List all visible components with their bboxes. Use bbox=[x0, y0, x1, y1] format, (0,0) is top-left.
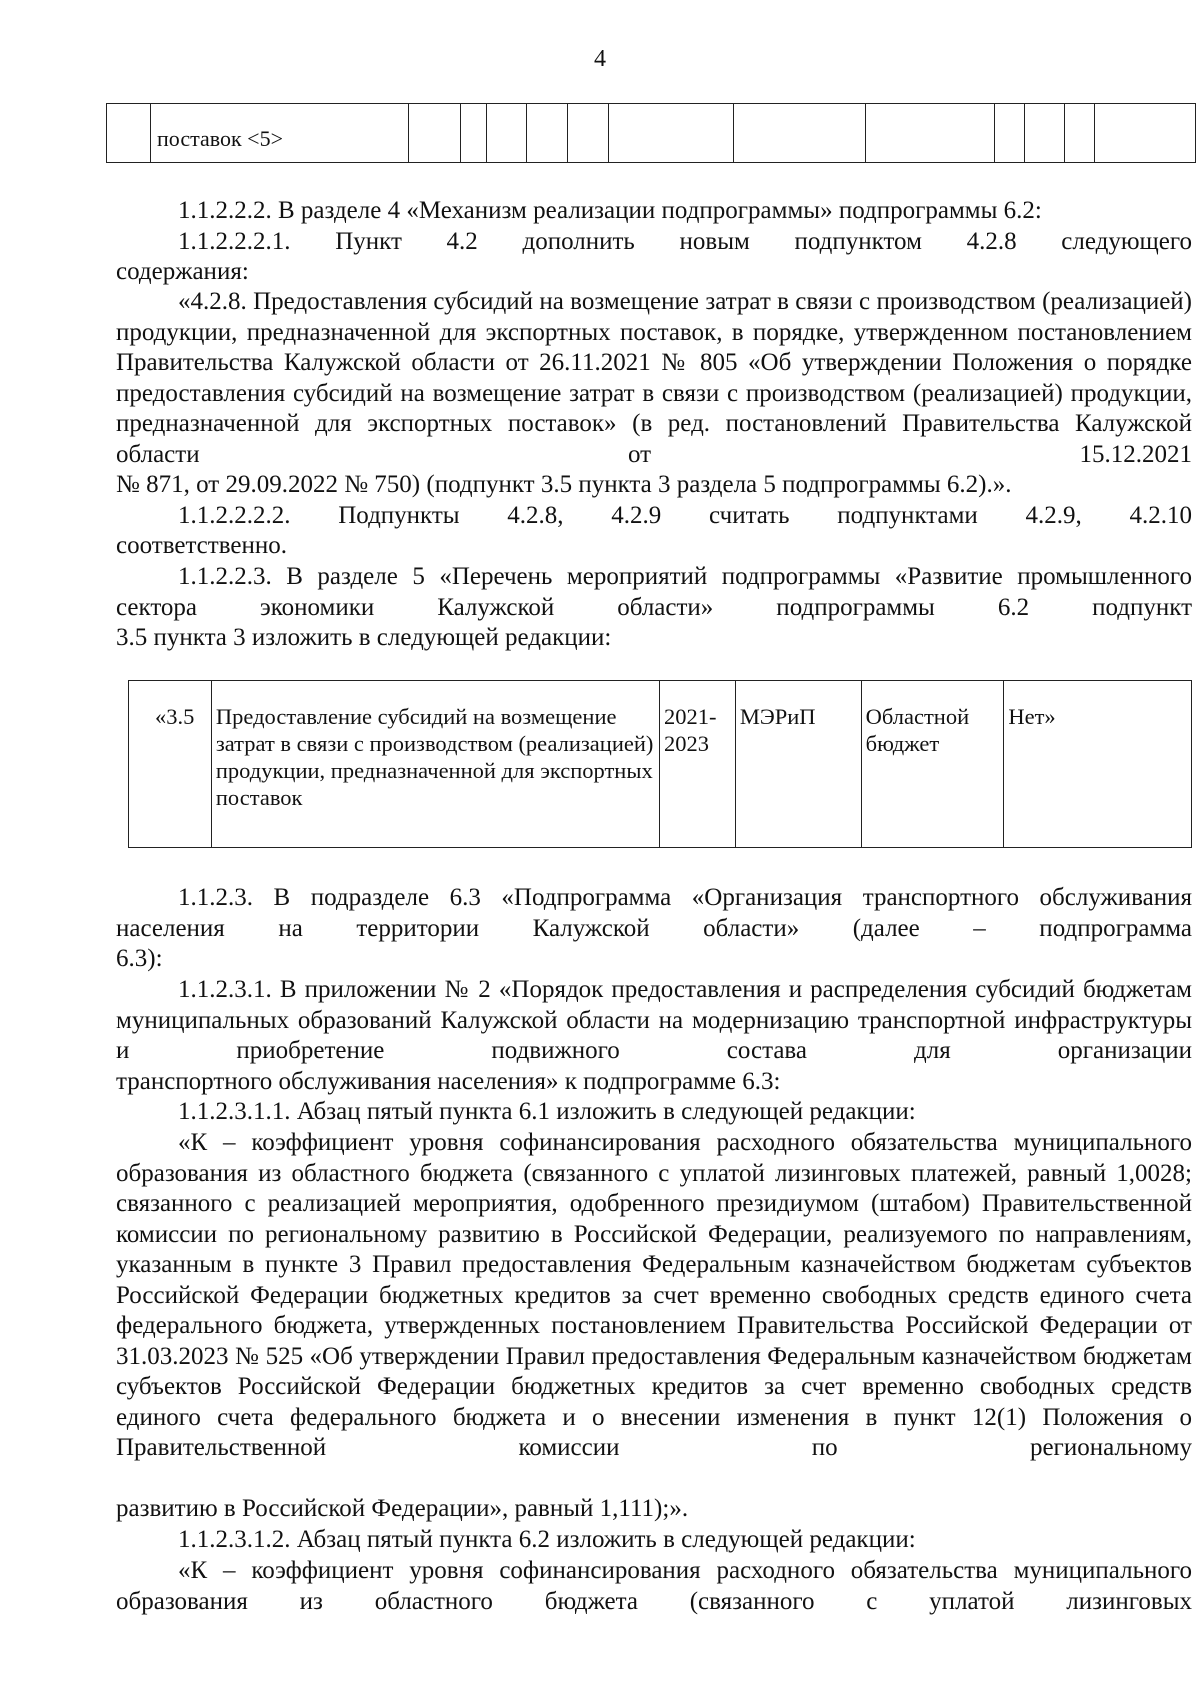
table-cell bbox=[527, 104, 568, 162]
paragraph: содержания: bbox=[116, 258, 249, 285]
paragraph: соответственно. bbox=[116, 532, 287, 559]
paragraph: 1.1.2.3.1. В приложении № 2 «Порядок предоставления и распределения субсидий бюджетам муниципальных образований Калужской области на модернизацию транспортной инфраструктуры и приобретение подвижного состава для организации bbox=[116, 976, 1192, 1064]
table-cell bbox=[609, 104, 734, 162]
table-cell bbox=[734, 104, 866, 162]
paragraph: 1.1.2.2.2.1. Пункт 4.2 дополнить новым подпунктом 4.2.8 следующего bbox=[178, 228, 1192, 255]
paragraph: «К – коэффициент уровня софинансирования расходного обязательства муниципального образования из областного бюджета (связанного с уплатой лизинговых bbox=[116, 1557, 1192, 1615]
paragraph-block bbox=[116, 287, 1192, 501]
paragraph-block bbox=[116, 562, 1192, 654]
measure-name: Предоставление субсидий на возмещение затрат в связи с производством (реализацией) продукции, предназначенной для экспортных поставок bbox=[212, 681, 660, 847]
paragraph: 3.5 пункта 3 изложить в следующей редакции: bbox=[116, 624, 612, 651]
paragraph: 1.1.2.2.3. В разделе 5 «Перечень мероприятий подпрограммы «Развитие промышленного сектора экономики Калужской области» подпрограммы 6.2 подпункт bbox=[116, 563, 1192, 621]
paragraph: «4.2.8. Предоставления субсидий на возмещение затрат в связи с производством (реализацией) продукции, предназначенной для экспортных поставок, в порядке, утвержденном постановлением Правительства Калужской области от 26.11.2021 № 805 «Об утверждении Положения о порядке предоставления субсидий на возмещение затрат в связи с производством (реализацией) продукции, предназначенной для экспортных поставок» (в ред. постановлений Правительства Калужской области от 15.12.2021 bbox=[116, 288, 1192, 468]
paragraph: развитию в Российской Федерации», равный 1,111);». bbox=[116, 1495, 689, 1522]
table-cell bbox=[409, 104, 461, 162]
paragraph: 1.1.2.3.1.1. Абзац пятый пункта 6.1 изложить в следующей редакции: bbox=[178, 1098, 916, 1125]
paragraph: 1.1.2.3. В подразделе 6.3 «Подпрограмма «Организация транспортного обслуживания населения на территории Калужской области» (далее – подпрограмма bbox=[116, 884, 1192, 942]
paragraph: «К – коэффициент уровня софинансирования расходного обязательства муниципального образования из областного бюджета (связанного с уплатой лизинговых платежей, равный 1,0028; связанного с реализацией мероприятия, одобренного президиумом (штабом) Правительственной комиссии по региональному развитию в Российской Федерации, реализуемого по направлениям, указанным в пункте 3 Правил предоставления Федеральным казначейством бюджетам субъектов Российской Федерации бюджетных кредитов за счет временно свободных средств единого счета федерального бюджета, утвержденных постановлением Правительства Российской Федерации от 31.03.2023 № 525 «Об утверждении Правил предоставления Федеральным казначейством бюджетам субъектов Российской Федерации бюджетных кредитов за счет временно свободных средств единого счета федерального бюджета и о внесении изменения в пункт 12(1) Положения о Правительственной комиссии по региональному bbox=[116, 1129, 1192, 1461]
table-cell bbox=[107, 104, 151, 162]
paragraph: 1.1.2.2.2. В разделе 4 «Механизм реализации подпрограммы» подпрограммы 6.2: bbox=[178, 197, 1042, 224]
table-cell bbox=[995, 104, 1025, 162]
top-table-fragment bbox=[106, 103, 1196, 163]
table-cell-text: поставок <5> bbox=[151, 104, 409, 162]
paragraph: 6.3): bbox=[116, 945, 163, 972]
table-cell bbox=[1095, 104, 1195, 162]
measure-table bbox=[128, 680, 1192, 848]
paragraph-block bbox=[116, 975, 1192, 1098]
measure-executor: МЭРиП bbox=[736, 681, 862, 847]
measure-source: Областной бюджет bbox=[862, 681, 1005, 847]
paragraph: № 871, от 29.09.2022 № 750) (подпункт 3.5 пункта 3 раздела 5 подпрограммы 6.2).». bbox=[116, 471, 1012, 498]
table-cell bbox=[487, 104, 527, 162]
table-cell bbox=[461, 104, 487, 162]
measure-years: 2021-2023 bbox=[660, 681, 736, 847]
table-cell bbox=[1025, 104, 1065, 162]
paragraph-block bbox=[116, 1128, 1192, 1525]
paragraph: 1.1.2.2.2.2. Подпункты 4.2.8, 4.2.9 считать подпунктами 4.2.9, 4.2.10 bbox=[178, 502, 1192, 529]
paragraph: 1.1.2.3.1.2. Абзац пятый пункта 6.2 изложить в следующей редакции: bbox=[178, 1526, 916, 1553]
table-cell bbox=[866, 104, 995, 162]
page-number: 4 bbox=[594, 46, 606, 72]
table-cell bbox=[568, 104, 609, 162]
paragraph-block bbox=[116, 883, 1192, 975]
table-cell bbox=[1065, 104, 1095, 162]
measure-flag: Нет» bbox=[1008, 704, 1056, 729]
paragraph: транспортного обслуживания населения» к подпрограмме 6.3: bbox=[116, 1068, 781, 1095]
measure-number: «3.5 bbox=[129, 681, 212, 847]
